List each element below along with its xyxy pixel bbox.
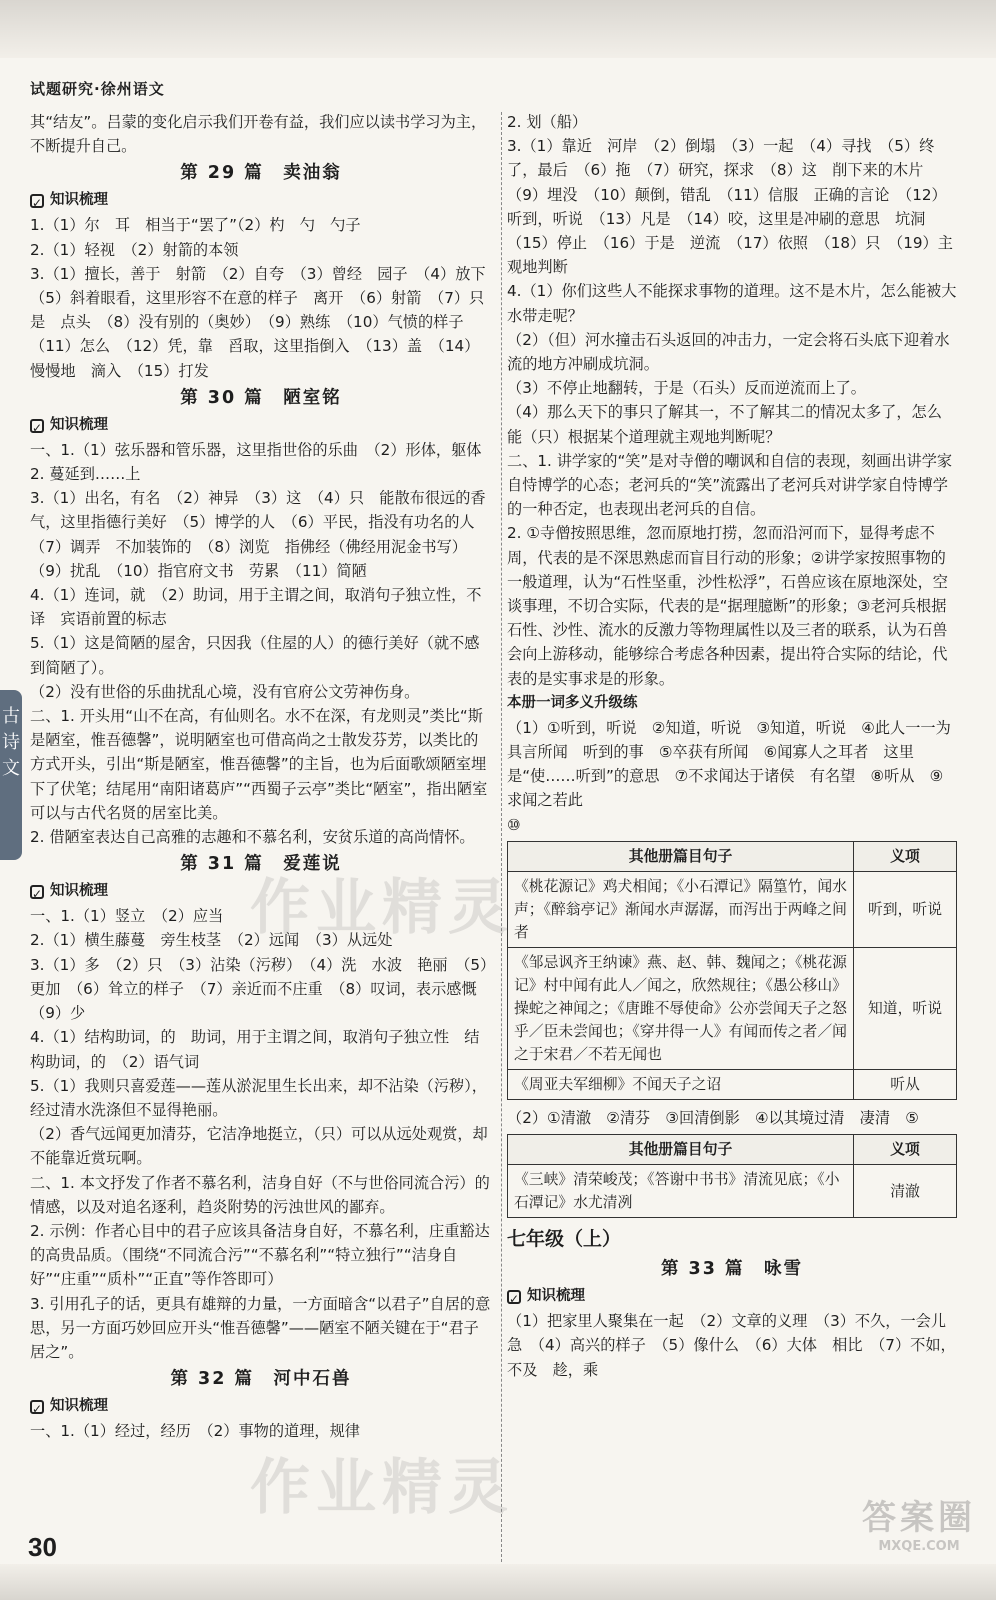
answer-paragraph: 2.（1）横生藤蔓 旁生枝茎 （2）远闻 （3）从远处 bbox=[30, 931, 393, 950]
checkbox-icon: ✓ bbox=[32, 1402, 43, 1417]
sentence-cell: 《三峡》清荣峻茂；《答谢中书书》清流见底；《小石潭记》水尤清冽 bbox=[508, 1165, 854, 1218]
sentence-cell: 《邹忌讽齐王纳谏》燕、赵、韩、魏闻之；《桃花源记》村中闻有此人／闻之，欣然规往；《愚公移山》操蛇之神闻之；《唐雎不辱使命》公亦尝闻天子之怒乎／臣未尝闻也；《穿井得一人》有闻而传之者／闻之于宋君／不若无闻也 bbox=[508, 947, 854, 1069]
checkbox-icon: ✓ bbox=[509, 1292, 520, 1307]
right-top-block bbox=[507, 110, 957, 837]
answer-paragraph: （1）①听到，听说 ②知道，听说 ③知道，听说 ④此人一一为具言所闻 听到的事 ⑤卒获有所闻 ⑥闻寡人之耳者 这里是“使……听到”的意思 ⑦不求闻达于诸侯 有名望 ⑧听从 ⑨求闻之若此 bbox=[507, 718, 951, 810]
answer-paragraph: 3.（1）靠近 河岸 （2）倒塌 （3）一起 （4）寻找 （5）终了，最后 （6）拖 （7）研究，探求 （8）这 削下来的木片 （9）埋没 （10）颠倒，错乱 （11）信服 正确的言论 （12）听到，听说 （13）凡是 （14）咬，这里是冲刷的意思 坑洞 （15）停止 （16）于是 逆流 （17）依照 （18）只 （19）主观地判断 bbox=[507, 137, 953, 277]
side-tab bbox=[0, 690, 22, 860]
answer-paragraph: ⑩ bbox=[507, 815, 521, 834]
answer-paragraph: 3.（1）擅长，善于 射箭 （2）自夸 （3）曾经 园子 （4）放下 （5）斜着眼看，这里形容不在意的样子 离开 （6）射箭 （7）只是 点头 （8）没有别的（奥妙） （9）熟练 （10）气愤的样子 （11）怎么 （12）凭，靠 舀取，这里指倒入 （13）盖 （14）慢慢地 滴入 （15）打发 bbox=[30, 264, 501, 380]
logo-main: 答案圈 bbox=[862, 1498, 976, 1538]
table-header-cell: 义项 bbox=[854, 1135, 957, 1165]
logo-url: MXQE.COM bbox=[878, 1539, 960, 1554]
subsection-heading: 本册一词多义升级练 bbox=[507, 694, 638, 711]
answer-paragraph: 1.（1）尔 耳 相当于“罢了”（2）杓 勺 勺子 bbox=[30, 216, 361, 235]
answer-paragraph: 2. 示例：作者心目中的君子应该具备洁身自好，不慕名利，庄重豁达的高贵品质。（围绕“不同流合污”“不慕名利”“特立独行”“洁身自好”“庄重”“质朴”“正直”等作答即可） bbox=[30, 1221, 490, 1289]
sense-cell: 听从 bbox=[854, 1069, 957, 1099]
answer-paragraph: 一、1.（1）经过，经历 （2）事物的道理，规律 bbox=[30, 1422, 360, 1441]
site-logo bbox=[862, 1490, 976, 1554]
checkbox-icon: ✓ bbox=[32, 420, 43, 435]
grade-heading: 七年级（上） bbox=[507, 1228, 622, 1251]
answer-paragraph: 2. 借陋室表达自己高雅的志趣和不慕名利，安贫乐道的高尚情怀。 bbox=[30, 828, 475, 847]
answer-paragraph: 4.（1）结构助词，的 助词，用于主谓之间，取消句子独立性 结构助词，的 （2）语气词 bbox=[30, 1028, 480, 1071]
sense-cell: 听到，听说 bbox=[854, 871, 957, 947]
checkbox-icon: ✓ bbox=[32, 887, 43, 902]
answer-paragraph: 2. 划（船） bbox=[507, 113, 588, 131]
table-row bbox=[508, 947, 957, 1069]
side-tab-label bbox=[0, 704, 22, 782]
answer-paragraph: 5.（1）这是简陋的屋舍，只因我（住屋的人）的德行美好（就不感到简陋了）。 bbox=[30, 634, 480, 677]
answer-paragraph: （4）那么天下的事只了解其一，不了解其二的情况太多了，怎么能（只）根据某个道理就主观地判断呢？ bbox=[507, 403, 942, 446]
side-tab-char: 诗 bbox=[2, 732, 20, 753]
answer-paragraph: 4.（1）你们这些人不能探求事物的道理。这不是木片，怎么能被大水带走呢？ bbox=[507, 282, 957, 325]
section-title: 第 30 篇 陋室铭 bbox=[180, 387, 342, 408]
table-row bbox=[508, 871, 957, 947]
top-scan-band bbox=[0, 0, 996, 58]
meaning-table-2 bbox=[507, 1134, 957, 1218]
section-title: 第 32 篇 河中石兽 bbox=[170, 1369, 352, 1390]
checkbox-icon: ✓ bbox=[32, 196, 43, 211]
meaning-table-1 bbox=[507, 841, 957, 1100]
watermark-2: 作业精灵 bbox=[250, 1453, 514, 1523]
answer-paragraph: （2）（但）河水撞击石头返回的冲击力，一定会将石头底下迎着水流的地方冲刷成坑洞。 bbox=[507, 330, 950, 374]
answer-paragraph: 5.（1）我则只喜爱莲——莲从淤泥里生长出来，却不沾染（污秽），经过清水洗涤但不显得艳丽。 bbox=[30, 1076, 487, 1119]
subsection-heading: ✓ 知识梳理 bbox=[32, 883, 108, 902]
answer-paragraph: 3.（1）出名，有名 （2）神异 （3）这 （4）只 能散布很远的香气，这里指德行美好 （5）博学的人 （6）平民，指没有功名的人 （7）调弄 不加装饰的 （8）浏览 指佛经（佛经用泥金书写） （9）扰乱 （10）指官府文书 劳累 （11）简陋 bbox=[30, 489, 490, 580]
subsection-heading: ✓ 知识梳理 bbox=[32, 1398, 108, 1417]
answer-paragraph: 其“结友”。吕蒙的变化启示我们开卷有益，我们应以读书学习为主，不断提升自己。 bbox=[30, 113, 487, 156]
column-divider bbox=[501, 112, 502, 1562]
page-number: 30 bbox=[28, 1532, 57, 1562]
right-column bbox=[507, 110, 962, 1382]
answer-paragraph: 3. 引用孔子的话，更具有雄辩的力量，一方面暗含“以君子”自居的意思，另一方面巧妙回应开头“惟吾德馨”——陋室不陋关键在于“君子居之”。 bbox=[30, 1294, 491, 1361]
table-header-cell: 义项 bbox=[854, 841, 957, 871]
right-bottom-block bbox=[507, 1224, 962, 1382]
answer-paragraph: 一、1.（1）弦乐器和管乐器，这里指世俗的乐曲 （2）形体，躯体 bbox=[30, 440, 482, 459]
answer-paragraph: 一、1.（1）竖立 （2）应当 bbox=[30, 907, 224, 926]
side-tab-char: 文 bbox=[2, 758, 20, 779]
bottom-scan-band bbox=[0, 1564, 996, 1600]
answer-paragraph: 二、1. 讲学家的“笑”是对寺僧的嘲讽和自信的表现，刻画出讲学家自恃博学的心态；老河兵的“笑”流露出了老河兵对讲学家自恃博学的一种否定，也表现出老河兵的自信。 bbox=[507, 451, 953, 519]
watermark-1: 作业精灵 bbox=[250, 873, 514, 943]
answer-paragraph: （1）把家里人聚集在一起 （2）文章的义理 （3）不久，一会儿 急 （4）高兴的样子 （5）像什么 （6）大体 相比 （7）不如，不及 趁，乘 bbox=[507, 1312, 962, 1379]
answer-paragraph: （2）没有世俗的乐曲扰乱心境，没有官府公文劳神伤身。 bbox=[30, 682, 420, 701]
sentence-cell: 《桃花源记》鸡犬相闻；《小石潭记》隔篁竹，闻水声；《醉翁亭记》渐闻水声潺潺，而泻出于两峰之间者 bbox=[508, 871, 854, 947]
table-header-cell: 其他册篇目句子 bbox=[508, 1135, 854, 1165]
subsection-heading: ✓ 知识梳理 bbox=[509, 1288, 585, 1307]
table-header-cell: 其他册篇目句子 bbox=[508, 841, 854, 871]
section-title: 第 31 篇 爱莲说 bbox=[180, 854, 342, 875]
subsection-heading: ✓ 知识梳理 bbox=[32, 416, 108, 435]
subsection-heading: ✓ 知识梳理 bbox=[32, 192, 108, 211]
table-header-row bbox=[508, 1135, 957, 1165]
running-header: 试题研究·徐州语文 bbox=[30, 80, 165, 98]
answer-paragraph: 二、1. 开头用“山不在高，有仙则名。水不在深，有龙则灵”类比“斯是陋室，惟吾德馨”，说明陋室也可借高尚之士散发芬芳，以类比的方式开头，引出“斯是陋室，惟吾德馨”的主旨，也为后面歌颂陋室埋下了伏笔；结尾用“南阳诸葛庐”“西蜀子云亭”类比“陋室”，指出陋室可以与古代名贤的居室比美。 bbox=[30, 707, 488, 822]
answer-paragraph: 2.（1）轻视 （2）射箭的本领 bbox=[30, 240, 239, 259]
section-title: 第 29 篇 卖油翁 bbox=[180, 163, 342, 184]
side-tab-char: 古 bbox=[2, 706, 20, 727]
sense-cell: 知道，听说 bbox=[854, 947, 957, 1069]
answer-paragraph: （3）不停止地翻转，于是（石头）反而逆流而上了。 bbox=[507, 379, 866, 398]
table-row bbox=[508, 1069, 957, 1099]
answer-paragraph: 2. ①寺僧按照思维，忽而原地打捞，忽而沿河而下，显得考虑不周，代表的是不深思熟虑而盲目行动的形象；②讲学家按照事物的一般道理，认为“石性坚重，沙性松浮”，石兽应该在原地深处，空谈事理，不切合实际，代表的是“据理臆断”的形象；③老河兵根据石性、沙性、流水的反激力等物理属性以及三者的联系，认为石兽会向上游移动，能够综合考虑各种因素，提出符合实际的结论，代表的是实事求是的形象。 bbox=[507, 524, 948, 688]
meaning-item-2: （2）①清澈 ②清芬 ③回清倒影 ④以其境过清 凄清 ⑤ bbox=[507, 1108, 919, 1127]
section-title: 第 33 篇 咏雪 bbox=[660, 1259, 804, 1280]
answer-paragraph: （2）香气远闻更加清芬，它洁净地挺立，（只）可以从远处观赏，却不能靠近赏玩啊。 bbox=[30, 1125, 488, 1168]
answer-paragraph: 二、1. 本文抒发了作者不慕名利，洁身自好（不与世俗同流合污）的情感，以及对追名逐利，趋炎附势的污浊世风的鄙弃。 bbox=[30, 1173, 490, 1216]
sentence-cell: 《周亚夫军细柳》不闻天子之诏 bbox=[508, 1069, 854, 1099]
answer-paragraph: 4.（1）连词，就 （2）助词，用于主谓之间，取消句子独立性，不译 宾语前置的标志 bbox=[30, 586, 482, 629]
table-row bbox=[508, 1165, 957, 1218]
sense-cell: 清澈 bbox=[854, 1165, 957, 1218]
left-column bbox=[30, 110, 501, 1443]
answer-paragraph: 2. 蔓延到……上 bbox=[30, 465, 141, 484]
table-header-row bbox=[508, 841, 957, 871]
answer-paragraph: 3.（1）多 （2）只 （3）沾染（污秽） （4）洗 水波 艳丽 （5）更加 （6）耸立的样子 （7）亲近而不庄重 （8）叹词，表示感慨 （9）少 bbox=[30, 955, 492, 1023]
